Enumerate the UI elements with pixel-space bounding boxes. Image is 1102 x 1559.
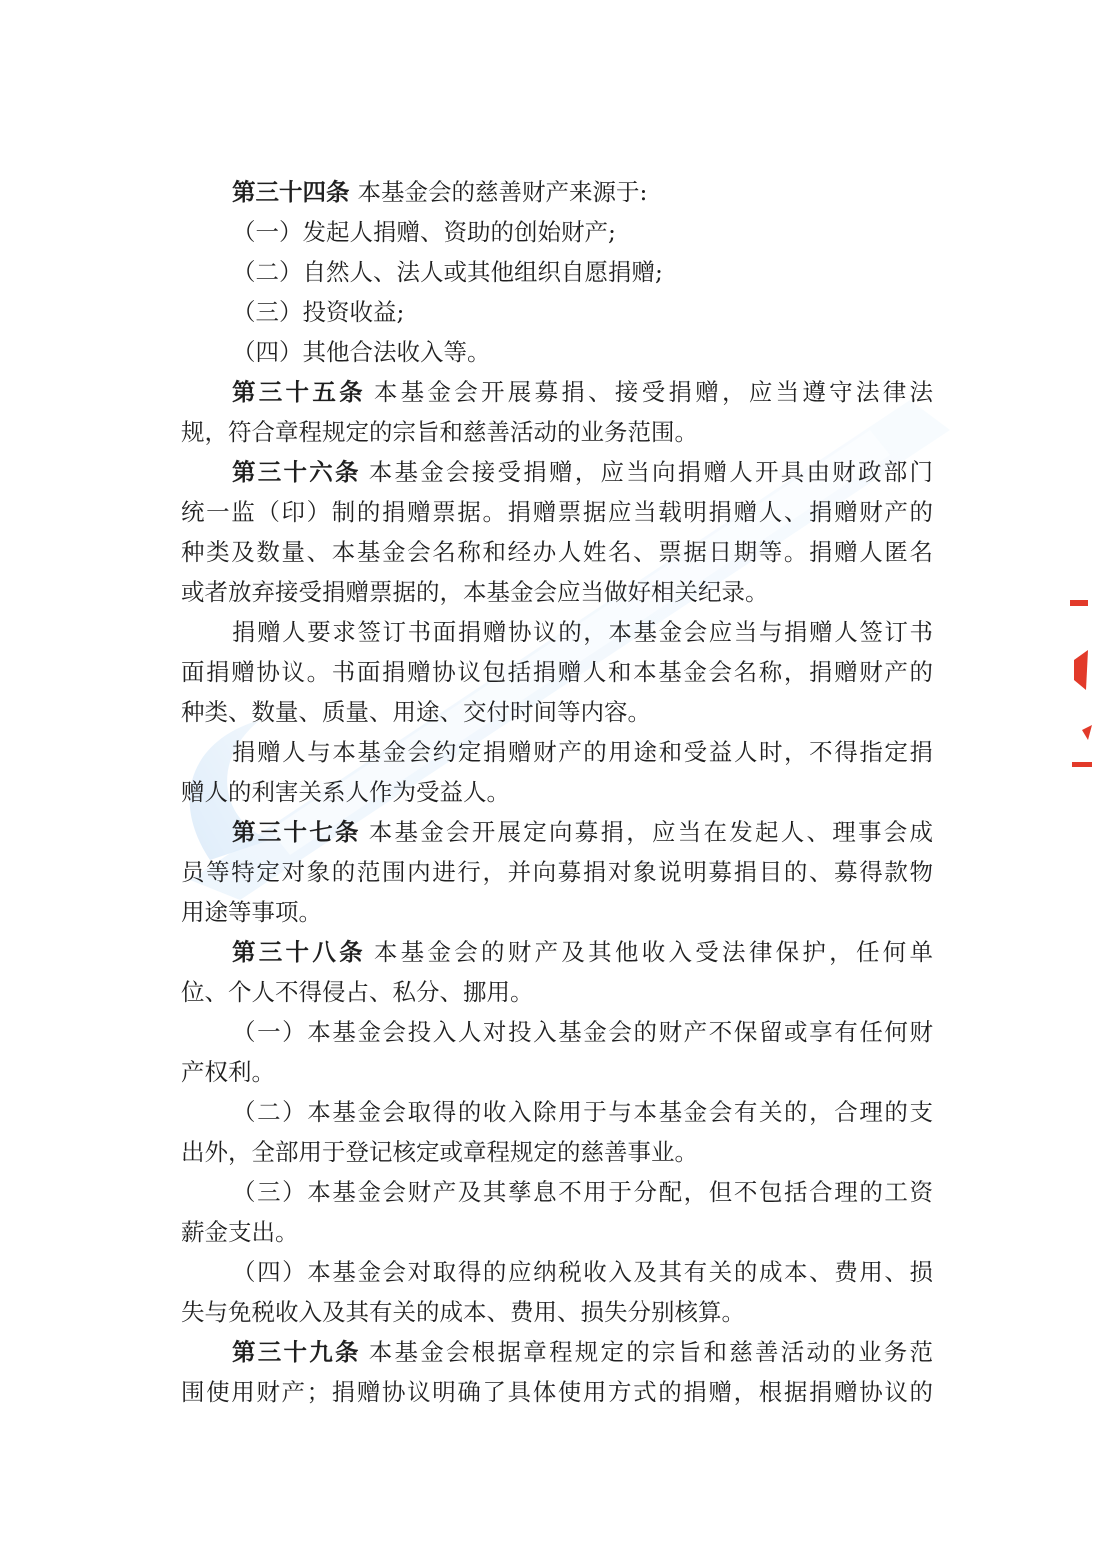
line-text: （四）其他合法收入等。 [232, 338, 491, 366]
line-text: （一）发起人捐赠、资助的创始财产; [232, 218, 616, 246]
text-line [181, 972, 933, 1012]
text-line [181, 332, 933, 372]
text-line [181, 852, 933, 892]
article-heading: 第三十五条 [232, 378, 366, 406]
text-line [181, 1212, 933, 1252]
line-text: （三）本基金会财产及其孳息不用于分配，但不包括合理的工资 [232, 1178, 933, 1206]
text-line [181, 1092, 933, 1132]
line-text: （二）本基金会取得的收入除用于与本基金会有关的，合理的支 [232, 1098, 933, 1126]
text-line [181, 292, 933, 332]
text-line [181, 612, 933, 652]
line-text: 本基金会接受捐赠，应当向捐赠人开具由财政部门 [368, 458, 933, 486]
line-text: 本基金会的财产及其他收入受法律保护，任何单 [373, 938, 934, 966]
text-line [181, 372, 933, 412]
text-line [181, 452, 933, 492]
text-line [181, 1132, 933, 1172]
line-text: （四）本基金会对取得的应纳税收入及其有关的成本、费用、损 [232, 1258, 933, 1286]
text-line [181, 1372, 933, 1412]
article-heading: 第三十八条 [232, 938, 366, 966]
text-line [181, 412, 933, 452]
text-line [181, 172, 933, 212]
text-line [181, 1292, 933, 1332]
article-heading: 第三十六条 [232, 458, 361, 486]
text-line [181, 1052, 933, 1092]
document-body [181, 172, 933, 1412]
text-line [181, 1012, 933, 1052]
text-line [181, 892, 933, 932]
line-text: 失与免税收入及其有关的成本、费用、损失分别核算。 [181, 1298, 745, 1326]
text-line [181, 212, 933, 252]
line-text: 围使用财产；捐赠协议明确了具体使用方式的捐赠，根据捐赠协议的 [181, 1378, 933, 1406]
article-heading: 第三十九条 [232, 1338, 361, 1366]
line-text: 本基金会开展募捐、接受捐赠，应当遵守法律法 [373, 378, 934, 406]
line-text: 本基金会开展定向募捐，应当在发起人、理事会成 [368, 818, 933, 846]
line-text: （二）自然人、法人或其他组织自愿捐赠; [232, 258, 663, 286]
text-line [181, 572, 933, 612]
seal-fragment [1062, 590, 1102, 770]
text-line [181, 1172, 933, 1212]
line-text: 种类、数量、质量、用途、交付时间等内容。 [181, 698, 651, 726]
text-line [181, 932, 933, 972]
text-line [181, 732, 933, 772]
text-line [181, 692, 933, 732]
text-line [181, 532, 933, 572]
line-text: （一）本基金会投入人对投入基金会的财产不保留或享有任何财 [232, 1018, 933, 1046]
line-text: 捐赠人与本基金会约定捐赠财产的用途和受益人时，不得指定捐 [232, 738, 933, 766]
line-text: 位、个人不得侵占、私分、挪用。 [181, 978, 534, 1006]
line-text: 或者放弃接受捐赠票据的，本基金会应当做好相关纪录。 [181, 578, 769, 606]
line-text: 薪金支出。 [181, 1218, 299, 1246]
text-line [181, 252, 933, 292]
text-line [181, 772, 933, 812]
line-text: 用途等事项。 [181, 898, 322, 926]
text-line [181, 812, 933, 852]
line-text: 捐赠人要求签订书面捐赠协议的，本基金会应当与捐赠人签订书 [232, 618, 933, 646]
article-heading: 第三十四条 [232, 178, 350, 206]
line-text: 本基金会的慈善财产来源于: [357, 178, 648, 206]
line-text: 面捐赠协议。书面捐赠协议包括捐赠人和本基金会名称，捐赠财产的 [181, 658, 933, 686]
line-text: 本基金会根据章程规定的宗旨和慈善活动的业务范 [368, 1338, 933, 1366]
line-text: （三）投资收益; [232, 298, 405, 326]
line-text: 出外，全部用于登记核定或章程规定的慈善事业。 [181, 1138, 698, 1166]
text-line [181, 652, 933, 692]
article-heading: 第三十七条 [232, 818, 361, 846]
text-line [181, 1252, 933, 1292]
text-line [181, 1332, 933, 1372]
text-line [181, 492, 933, 532]
line-text: 种类及数量、本基金会名称和经办人姓名、票据日期等。捐赠人匿名 [181, 538, 933, 566]
line-text: 产权利。 [181, 1058, 275, 1086]
line-text: 统一监（印）制的捐赠票据。捐赠票据应当载明捐赠人、捐赠财产的 [181, 498, 933, 526]
line-text: 赠人的利害关系人作为受益人。 [181, 778, 510, 806]
line-text: 规，符合章程规定的宗旨和慈善活动的业务范围。 [181, 418, 698, 446]
line-text: 员等特定对象的范围内进行，并向募捐对象说明募捐目的、募得款物 [181, 858, 933, 886]
